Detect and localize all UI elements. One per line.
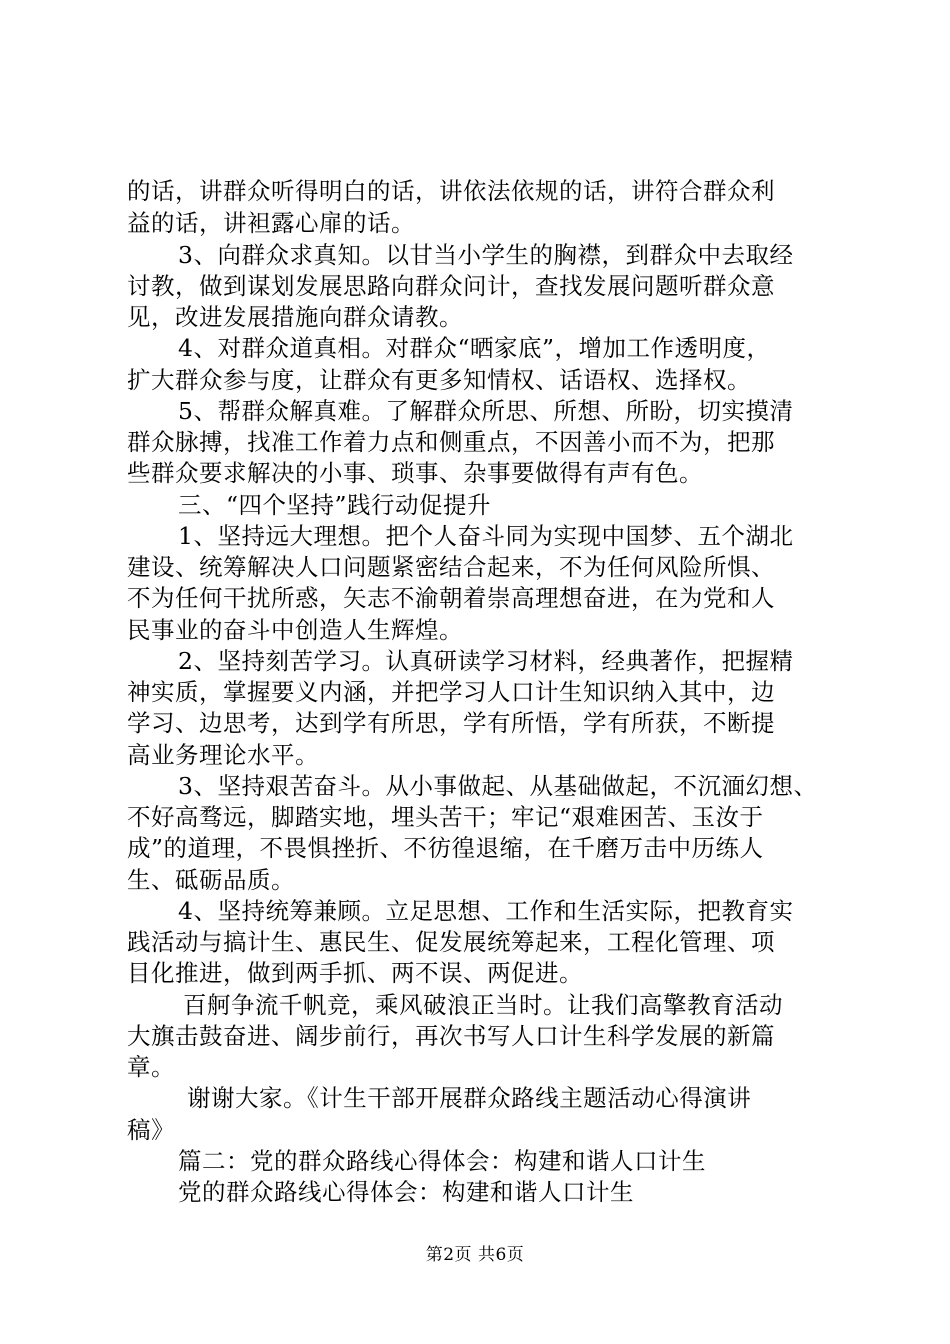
- text-line: 践活动与搞计生、惠民生、促发展统筹起来，工程化管理、项: [127, 928, 775, 956]
- text-line: 些群众要求解决的小事、琐事、杂事要做得有声有色。: [127, 459, 703, 487]
- text-line: 4、坚持统筹兼顾。立足思想、工作和生活实际，把教育实: [178, 897, 794, 925]
- text-line: 扩大群众参与度，让群众有更多知情权、话语权、选择权。: [127, 366, 751, 394]
- text-line: 的话，讲群众听得明白的话，讲依法依规的话，讲符合群众利: [127, 177, 775, 205]
- text-line: 谢谢大家。《计生干部开展群众路线主题活动心得演讲: [187, 1084, 752, 1112]
- text-line: 建设、统筹解决人口问题紧密结合起来，不为任何风险所惧、: [127, 553, 775, 581]
- text-line: 百舸争流千帆竞，乘风破浪正当时。让我们高擎教育活动: [183, 991, 783, 1019]
- section-heading: 党的群众路线心得体会：构建和谐人口计生: [178, 1178, 634, 1206]
- text-line: 生、砥砺品质。: [127, 866, 295, 894]
- text-line: 民事业的奋斗中创造人生辉煌。: [127, 616, 463, 644]
- text-line: 群众脉搏，找准工作着力点和侧重点，不因善小而不为，把那: [127, 428, 775, 456]
- text-line: 目化推进，做到两手抓、两不误、两促进。: [127, 959, 583, 987]
- section-heading: 三、“四个坚持”践行动促提升: [178, 491, 492, 519]
- text-line: 不为任何干扰所惑，矢志不渝朝着崇高理想奋进，在为党和人: [127, 584, 775, 612]
- text-line: 3、坚持艰苦奋斗。从小事做起、从基础做起，不沉湎幻想、: [178, 772, 818, 800]
- text-line: 不好高骛远，脚踏实地，埋头苦干；牢记“艰难困苦、玉汝于: [127, 803, 764, 831]
- text-line: 3、向群众求真知。以甘当小学生的胸襟，到群众中去取经: [178, 241, 794, 269]
- text-line: 讨教，做到谋划发展思路向群众问计，查找发展问题听群众意: [127, 272, 775, 300]
- text-line: 5、帮群众解真难。了解群众所思、所想、所盼，切实摸清: [178, 397, 794, 425]
- text-line: 1、坚持远大理想。把个人奋斗同为实现中国梦、五个湖北: [178, 522, 794, 550]
- text-line: 4、对群众道真相。对群众“晒家底”，增加工作透明度，: [178, 334, 771, 362]
- text-line: 高业务理论水平。: [127, 741, 319, 769]
- text-line: 稿》: [127, 1116, 175, 1144]
- text-line: 神实质，掌握要义内涵，并把学习人口计生知识纳入其中，边: [127, 678, 775, 706]
- text-line: 2、坚持刻苦学习。认真研读学习材料，经典著作，把握精: [178, 647, 794, 675]
- page-number: 第2页 共6页: [425, 1245, 525, 1265]
- text-line: 大旗击鼓奋进、阔步前行，再次书写人口计生科学发展的新篇: [127, 1022, 775, 1050]
- text-line: 成”的道理，不畏惧挫折、不彷徨退缩，在千磨万击中历练人: [127, 834, 764, 862]
- text-line: 学习、边思考，达到学有所思，学有所悟，学有所获，不断提: [127, 709, 775, 737]
- text-line: 见，改进发展措施向群众请教。: [127, 303, 463, 331]
- text-line: 章。: [127, 1053, 175, 1081]
- section-heading: 篇二：党的群众路线心得体会：构建和谐人口计生: [178, 1147, 706, 1175]
- text-line: 益的话，讲袒露心扉的话。: [127, 209, 415, 237]
